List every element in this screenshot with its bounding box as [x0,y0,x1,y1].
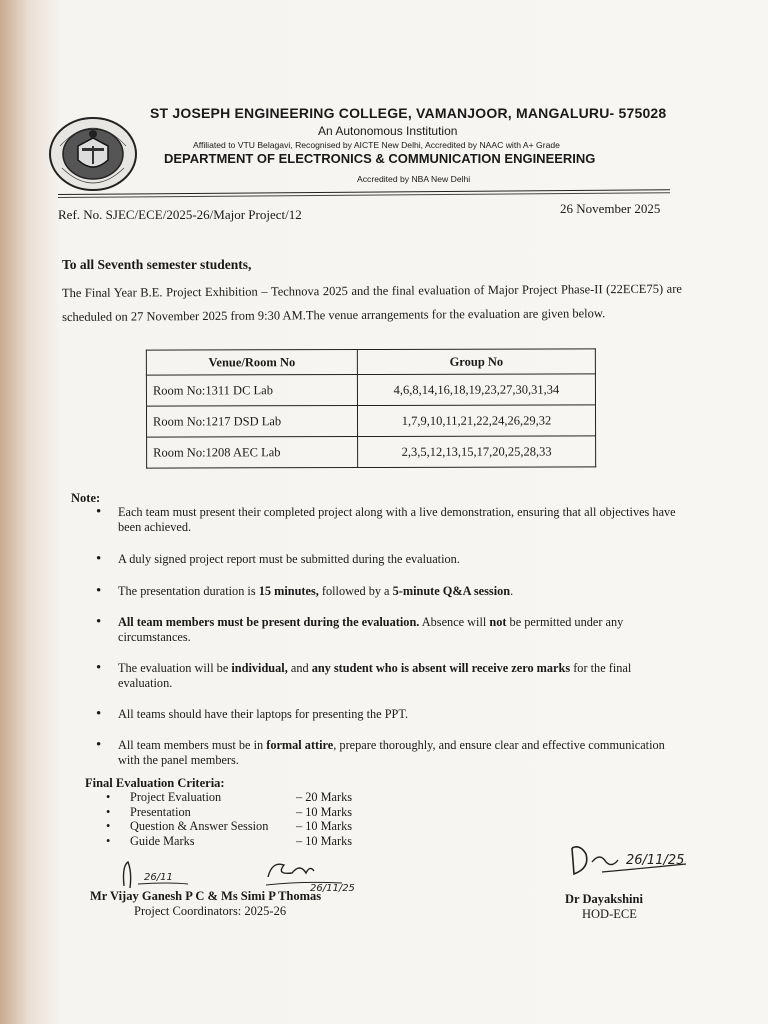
autonomous-label: An Autonomous Institution [318,124,458,138]
column-header-venue: Venue/Room No [146,350,357,376]
note-item [96,738,686,768]
note-emphasis: any student who is absent will receive zero marks [311,661,571,675]
note-text: and [287,661,312,675]
note-text: A duly signed project report must be submitted during the evaluation. [118,552,460,566]
note-text: The presentation duration is [118,584,259,598]
group-cell: 1,7,9,10,11,21,22,24,26,29,32 [357,405,595,437]
coordinator-role: Project Coordinators: 2025-26 [134,904,287,918]
note-text: be permitted under any circumstances. [118,615,624,644]
hod-role: HOD-ECE [582,907,637,921]
signature-coordinator-1 [118,858,213,892]
note-item [96,505,686,535]
coordinator-names: Mr Vijay Ganesh P C & Ms Simi P Thomas [90,889,322,903]
venue-table [146,348,596,468]
venue-cell: Room No:1311 DC Lab [146,375,357,407]
criteria-name: Presentation [130,804,191,819]
table-row [146,405,595,437]
column-header-group: Group No [357,349,595,375]
signature-date: 26/11/25 [310,883,355,894]
group-cell: 4,6,8,14,16,18,19,23,27,30,31,34 [357,374,595,406]
venue-cell: Room No:1208 AEC Lab [147,437,358,469]
note-emphasis: All team members must be present during the evaluation. [118,615,420,629]
criteria-marks: – 20 Marks [296,790,353,804]
note-emphasis: not [489,615,507,629]
note-text: All teams should have their laptops for presenting the PPT. [118,707,409,721]
note-label: Note: [71,491,101,505]
criteria-marks: – 10 Marks [296,833,353,848]
group-cell: 2,3,5,12,13,15,17,20,25,28,33 [358,436,596,468]
criteria-name: Guide Marks [130,833,195,848]
table-header-row [146,349,595,375]
bullet: • [106,804,111,819]
criteria-list [106,790,352,848]
note-item [96,615,686,645]
note-text: All team members must be in [118,738,267,752]
criteria-marks: – 10 Marks [296,804,353,819]
note-text: for the final evaluation. [118,661,632,690]
college-logo-icon [48,116,138,192]
venue-cell: Room No:1217 DSD Lab [146,406,357,438]
signature-date: 26/11/25 [626,853,685,868]
signature-date: 26/11 [144,872,173,883]
note-text: Absence will [419,615,490,629]
bullet: • [106,819,111,833]
note-text: Each team must present their completed project along with a live demonstration, ensuring that all objectives have been achieved. [118,505,676,534]
note-item [96,661,686,691]
table-row [146,374,595,406]
criteria-name: Question & Answer Session [130,819,269,833]
criteria-item [106,834,352,849]
salutation: To all Seventh semester students, [62,257,252,272]
note-emphasis: formal attire [266,738,334,752]
note-emphasis: 5-minute Q&A session [392,584,511,598]
affiliation-line: Affiliated to VTU Belagavi, Recognised by AICTE New Delhi, Accredited by NAAC with A+ Grade [193,140,560,150]
letter-date: 26 November 2025 [560,201,661,216]
note-item [96,707,686,722]
note-text: . [510,584,514,598]
note-text: , prepare thoroughly, and ensure clear and effective communication with the panel members. [118,738,665,767]
hod-name: Dr Dayakshini [565,892,643,906]
criteria-marks: – 10 Marks [296,819,353,833]
notes-list [96,505,686,768]
note-item [96,584,686,599]
criteria-label: Final Evaluation Criteria: [85,776,225,790]
bullet: • [106,833,111,848]
signature-hod [566,838,706,884]
table-row [147,436,596,468]
reference-number: Ref. No. SJEC/ECE/2025-26/Major Project/12 [58,207,302,222]
note-text: The evaluation will be [118,661,232,675]
criteria-item [106,819,352,834]
accreditation-line: Accredited by NBA New Delhi [357,174,471,184]
department-name: DEPARTMENT OF ELECTRONICS & COMMUNICATION ENGINEERING [164,151,596,166]
note-text: followed by a [318,584,393,598]
bullet: • [106,790,111,804]
intro-paragraph: The Final Year B.E. Project Exhibition – Technova 2025 and the final evaluation of Major Project Phase-II (22ECE75) are scheduled on 27 November 2025 from 9:30 AM.The venue arrangements for the evaluation are given below. [61,281,682,324]
criteria-item [106,790,352,805]
criteria-name: Project Evaluation [130,790,222,804]
note-emphasis: individual, [231,661,288,675]
note-item [96,552,686,567]
criteria-item [106,805,352,820]
note-emphasis: 15 minutes, [258,584,319,598]
college-name: ST JOSEPH ENGINEERING COLLEGE, VAMANJOOR, MANGALURU- 575028 [150,105,667,121]
